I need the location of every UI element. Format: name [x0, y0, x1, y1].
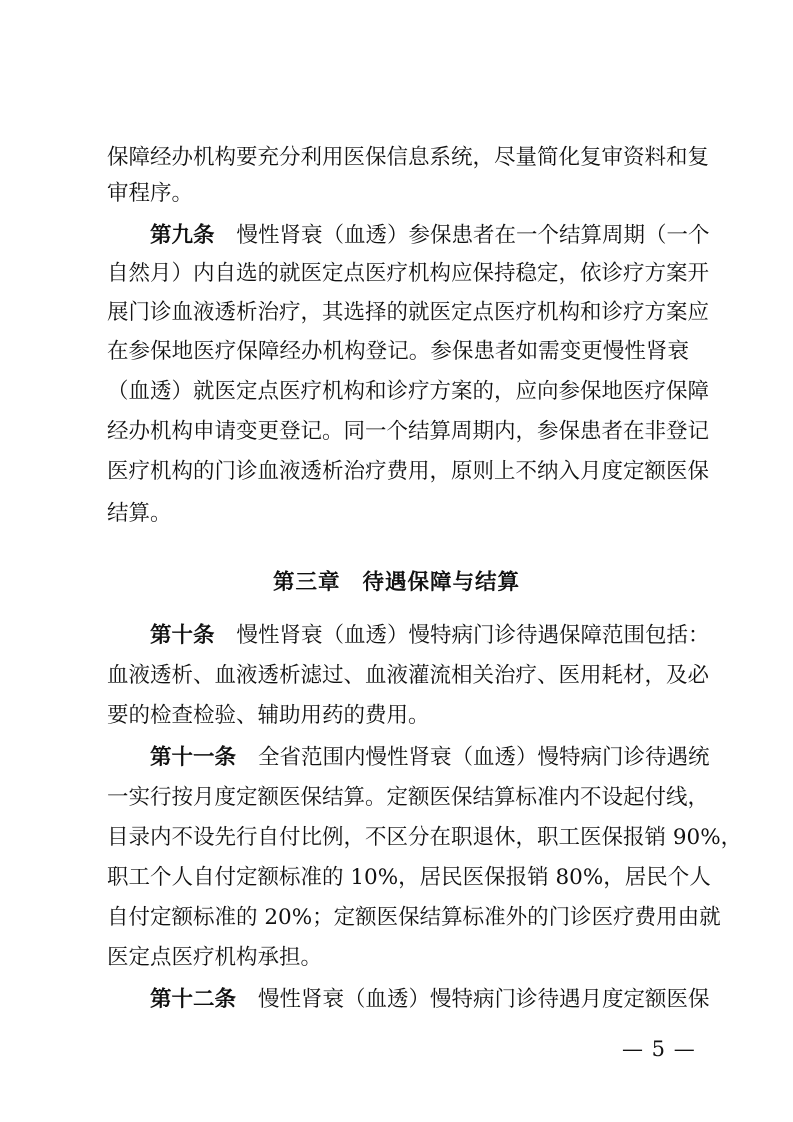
text-line: 职工个人自付定额标准的 10%，居民医保报销 80%，居民个人 [107, 865, 711, 890]
text-line: 展门诊血液透析治疗，其选择的就医定点医疗机构和诊疗方案应 [107, 300, 710, 325]
text-line: （血透）就医定点医疗机构和诊疗方案的，应向参保地医疗保障 [107, 379, 710, 404]
text-line: 血液透析、血液透析滤过、血液灌流相关治疗、医用耗材，及必 [107, 663, 710, 688]
chapter-heading [0, 565, 793, 596]
article-9-line [150, 223, 710, 249]
text-line: 经办机构申请变更登记。同一个结算周期内，参保患者在非登记 [107, 419, 710, 444]
text-line: 医疗机构的门诊血液透析治疗费用，原则上不纳入月度定额医保 [107, 459, 710, 484]
article-12-line [150, 987, 710, 1013]
chapter-number: 第三章 [272, 570, 341, 595]
article-title: 第十二条 [150, 987, 237, 1012]
article-11-line [150, 745, 710, 771]
text-line: 一实行按月度定额医保结算。定额医保结算标准内不设起付线， [107, 785, 710, 810]
text-line: 保障经办机构要充分利用医保信息系统，尽量简化复审资料和复 [107, 145, 710, 170]
text-line: 结算。 [107, 501, 172, 526]
text: 慢性肾衰（血透）慢特病门诊待遇保障范围包括： [236, 623, 710, 648]
text-line: 审程序。 [107, 181, 194, 206]
text-line: 目录内不设先行自付比例，不区分在职退休，职工医保报销 90%， [107, 825, 743, 850]
article-title: 第九条 [150, 223, 215, 248]
article-title: 第十一条 [150, 745, 237, 770]
text: 慢性肾衰（血透）慢特病门诊待遇月度定额医保 [258, 987, 710, 1012]
text-line: 在参保地医疗保障经办机构登记。参保患者如需变更慢性肾衰 [107, 339, 689, 364]
text-line: 自然月）内自选的就医定点医疗机构应保持稳定，依诊疗方案开 [107, 261, 710, 286]
text: 全省范围内慢性肾衰（血透）慢特病门诊待遇统 [258, 745, 710, 770]
text-line: 医定点医疗机构承担。 [107, 945, 323, 970]
chapter-title: 待遇保障与结算 [362, 570, 521, 595]
article-10-line [150, 623, 710, 649]
text: 慢性肾衰（血透）参保患者在一个结算周期（一个 [236, 223, 710, 248]
article-title: 第十条 [150, 623, 215, 648]
text-line: 自付定额标准的 20%；定额医保结算标准外的门诊医疗费用由就 [107, 905, 721, 930]
page-number: — 5 — [622, 1037, 696, 1061]
text-line: 要的检查检验、辅助用药的费用。 [107, 703, 430, 728]
